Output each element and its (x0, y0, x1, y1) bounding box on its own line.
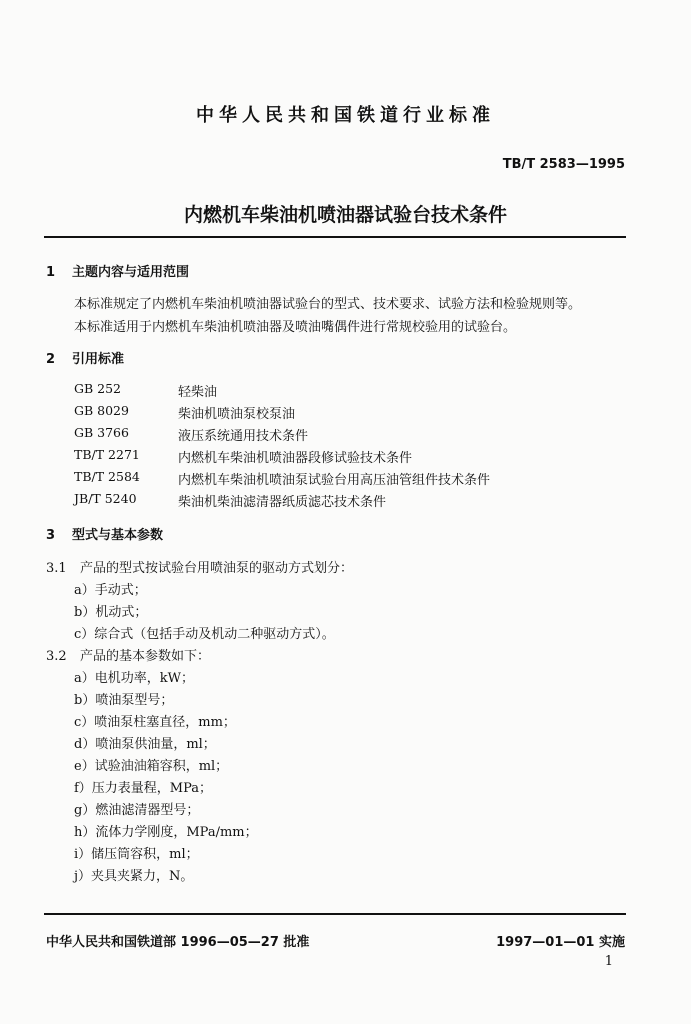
list-item: c）综合式（包括手动及机动二种驱动方式）。 (74, 627, 335, 642)
clause-text: 产品的型式按试验台用喷油泵的驱动方式划分： (80, 561, 354, 576)
list-item: f）压力表量程，MPa； (74, 781, 213, 796)
paragraph: 本标准适用于内燃机车柴油机喷油器及喷油嘴偶件进行常规校验用的试验台。 (74, 320, 517, 335)
list-item: c）喷油泵柱塞直径，mm； (74, 715, 236, 730)
clause-text: 产品的基本参数如下： (80, 649, 211, 664)
list-item: a）手动式； (74, 583, 147, 598)
list-item: b）喷油泵型号； (74, 693, 174, 708)
title-rule (44, 236, 626, 238)
list-item: j）夹具夹紧力，N。 (74, 869, 194, 884)
section-3-heading (46, 524, 163, 543)
ref-code: GB 3766 (74, 425, 129, 440)
approval-line: 中华人民共和国铁道部 1996—05—27 批准 (46, 935, 310, 950)
section-1-heading (46, 261, 189, 280)
ref-name: 轻柴油 (178, 385, 218, 400)
ref-name: 内燃机车柴油机喷油泵试验台用高压油管组件技术条件 (178, 473, 491, 488)
standard-header: 中华人民共和国铁道行业标准 (196, 105, 495, 126)
ref-code: TB/T 2271 (74, 447, 140, 462)
section-2-heading (46, 348, 124, 367)
ref-code: TB/T 2584 (74, 469, 140, 484)
list-item: b）机动式； (74, 605, 148, 620)
list-item: g）燃油滤清器型号； (74, 803, 200, 818)
list-item: h）流体力学刚度，MPa/mm； (74, 825, 258, 840)
clause-number: 3.1 (46, 561, 67, 576)
standard-code: TB/T 2583—1995 (502, 157, 625, 172)
ref-name: 液压系统通用技术条件 (178, 429, 309, 444)
ref-name: 柴油机柴油滤清器纸质滤芯技术条件 (178, 495, 387, 510)
list-item: a）电机功率，kW； (74, 671, 194, 686)
clause-3-1 (46, 557, 353, 576)
section-number: 2 (46, 352, 56, 367)
page-number: 1 (604, 954, 613, 969)
section-number: 3 (46, 528, 56, 543)
footer-rule (44, 913, 626, 915)
section-number: 1 (46, 265, 56, 280)
ref-code: GB 8029 (74, 403, 129, 418)
ref-name: 柴油机喷油泵校泵油 (178, 407, 296, 422)
implementation-date: 1997—01—01 实施 (496, 935, 625, 950)
section-title: 引用标准 (72, 352, 125, 367)
paragraph: 本标准规定了内燃机车柴油机喷油器试验台的型式、技术要求、试验方法和检验规则等。 (74, 297, 582, 312)
list-item: i）储压筒容积，ml； (74, 847, 199, 862)
clause-3-2 (46, 645, 210, 664)
document-title: 内燃机车柴油机喷油器试验台技术条件 (183, 204, 507, 226)
list-item: e）试验油油箱容积，ml； (74, 759, 229, 774)
section-title: 型式与基本参数 (72, 528, 164, 543)
ref-code: GB 252 (74, 381, 122, 396)
clause-number: 3.2 (46, 649, 67, 664)
ref-code: JB/T 5240 (74, 491, 137, 506)
section-title: 主题内容与适用范围 (72, 265, 190, 280)
ref-name: 内燃机车柴油机喷油器段修试验技术条件 (178, 451, 413, 466)
list-item: d）喷油泵供油量，ml； (74, 737, 216, 752)
